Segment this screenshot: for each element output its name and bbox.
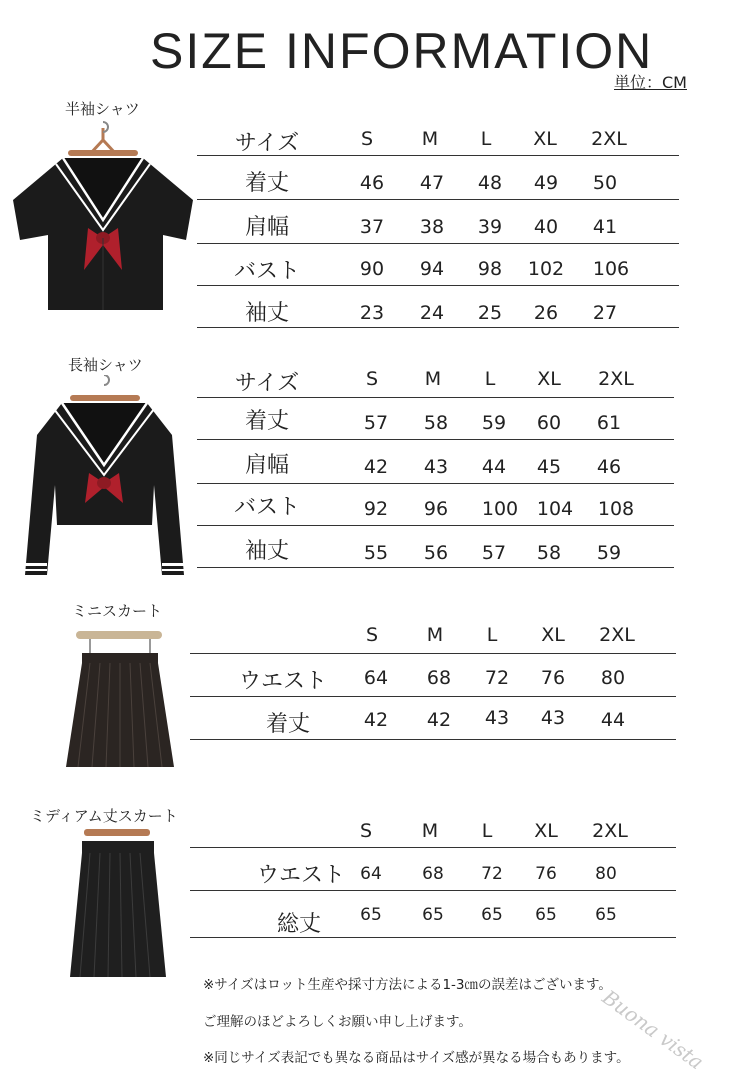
size-header-label: サイズ <box>234 371 300 396</box>
mini-skirt-image <box>62 625 177 770</box>
table-header-row <box>190 806 676 848</box>
table-cell: 72 <box>481 864 503 884</box>
table-row <box>190 891 676 938</box>
table-cell: 57 <box>363 412 389 434</box>
row-label: ウエスト <box>238 669 328 694</box>
table-cell: 106 <box>592 258 630 280</box>
table-cell: 60 <box>536 412 562 434</box>
unit-label: 単位：CM <box>614 73 687 92</box>
table-cell: 25 <box>477 302 503 324</box>
table-cell: 27 <box>592 302 618 324</box>
table-cell: 59 <box>596 542 622 564</box>
table-cell: 76 <box>535 864 557 884</box>
note-size-difference: ※同じサイズ表記でも異なる商品はサイズ感が異なる場合もあります。 <box>203 1050 630 1066</box>
table-header-row <box>190 612 676 654</box>
table-row <box>197 200 679 244</box>
table-row <box>197 244 679 286</box>
long-sleeve-shirt-image <box>22 375 187 585</box>
page-title: SIZE INFORMATION <box>150 23 654 79</box>
table-cell: 65 <box>595 905 617 925</box>
table-cell: 39 <box>477 216 503 238</box>
size-col-s: S <box>365 624 379 646</box>
row-label: 肩幅 <box>244 453 290 478</box>
size-col-2xl: 2XL <box>592 820 628 842</box>
row-label: 袖丈 <box>244 301 290 326</box>
size-col-s: S <box>359 820 373 842</box>
table-cell: 58 <box>423 412 449 434</box>
section-label-short-sleeve: 半袖シャツ <box>65 100 140 118</box>
table-cell: 58 <box>536 542 562 564</box>
size-header-label: サイズ <box>234 131 300 156</box>
size-col-m: M <box>424 368 442 390</box>
table-row <box>197 156 679 200</box>
note-measurement-error: ※サイズはロット生産や採寸方法による1-3㎝の誤差はございます。 <box>203 977 612 993</box>
size-col-xl: XL <box>533 128 557 150</box>
table-cell: 68 <box>426 667 452 689</box>
size-col-2xl: 2XL <box>598 368 634 390</box>
table-header-row <box>197 118 679 156</box>
table-cell: 56 <box>423 542 449 564</box>
medium-skirt-image <box>62 825 172 980</box>
size-col-m: M <box>426 624 444 646</box>
table-cell: 55 <box>363 542 389 564</box>
table-cell: 94 <box>419 258 445 280</box>
table-cell: 72 <box>484 667 510 689</box>
table-cell: 68 <box>422 864 444 884</box>
table-cell: 98 <box>477 258 503 280</box>
table-cell: 65 <box>422 905 444 925</box>
section-label-long-sleeve: 長袖シャツ <box>68 356 143 374</box>
table-row <box>197 526 674 568</box>
row-label: バスト <box>233 495 301 520</box>
section-label-mini-skirt: ミニスカート <box>72 602 163 620</box>
table-cell: 48 <box>477 172 503 194</box>
table-cell: 42 <box>426 709 452 731</box>
table-cell: 44 <box>481 456 507 478</box>
table-cell: 102 <box>527 258 565 280</box>
short-sleeve-size-table <box>197 118 679 330</box>
table-cell: 108 <box>597 498 635 520</box>
table-cell: 61 <box>596 412 622 434</box>
table-cell: 92 <box>363 498 389 520</box>
table-cell: 65 <box>535 905 557 925</box>
table-cell: 43 <box>484 707 510 729</box>
size-col-l: L <box>486 624 498 646</box>
table-row <box>190 848 676 891</box>
table-cell: 37 <box>359 216 385 238</box>
table-cell: 42 <box>363 709 389 731</box>
table-cell: 59 <box>481 412 507 434</box>
long-sleeve-size-table <box>197 356 674 570</box>
size-col-2xl: 2XL <box>591 128 627 150</box>
row-label: 肩幅 <box>244 215 290 240</box>
table-cell: 100 <box>481 498 519 520</box>
size-col-l: L <box>481 820 493 842</box>
table-cell: 64 <box>363 667 389 689</box>
row-label: 着丈 <box>265 712 311 737</box>
table-cell: 23 <box>359 302 385 324</box>
row-label: 着丈 <box>244 409 290 434</box>
table-cell: 46 <box>596 456 622 478</box>
table-cell: 104 <box>536 498 574 520</box>
table-row <box>197 286 679 328</box>
table-cell: 80 <box>600 667 626 689</box>
row-label: バスト <box>233 259 301 284</box>
table-cell: 24 <box>419 302 445 324</box>
table-cell: 45 <box>536 456 562 478</box>
table-cell: 26 <box>533 302 559 324</box>
table-cell: 65 <box>360 905 382 925</box>
table-cell: 64 <box>360 864 382 884</box>
table-cell: 96 <box>423 498 449 520</box>
table-cell: 42 <box>363 456 389 478</box>
size-col-l: L <box>480 128 492 150</box>
size-col-2xl: 2XL <box>599 624 635 646</box>
table-cell: 38 <box>419 216 445 238</box>
mini-skirt-size-table <box>190 612 676 742</box>
table-cell: 41 <box>592 216 618 238</box>
size-col-l: L <box>484 368 496 390</box>
row-label: 着丈 <box>244 171 290 196</box>
table-row <box>190 654 676 697</box>
row-label: ウエスト <box>256 863 346 888</box>
medium-skirt-size-table <box>190 806 676 940</box>
table-header-row <box>197 356 674 398</box>
size-col-m: M <box>421 820 439 842</box>
row-label: 袖丈 <box>244 539 290 564</box>
row-label: 総丈 <box>276 912 322 937</box>
table-row <box>197 440 674 484</box>
section-label-medium-skirt: ミディアム丈スカート <box>30 807 178 825</box>
table-cell: 40 <box>533 216 559 238</box>
table-cell: 76 <box>540 667 566 689</box>
table-row <box>190 697 676 740</box>
short-sleeve-shirt-image <box>8 120 198 315</box>
note-thanks: ご理解のほどよろしくお願い申し上げます。 <box>203 1014 472 1030</box>
size-col-xl: XL <box>537 368 561 390</box>
table-row <box>197 484 674 526</box>
watermark: Buona vista <box>597 985 709 1075</box>
table-cell: 47 <box>419 172 445 194</box>
table-row <box>197 398 674 440</box>
size-col-xl: XL <box>534 820 558 842</box>
table-cell: 90 <box>359 258 385 280</box>
table-cell: 50 <box>592 172 618 194</box>
size-col-m: M <box>421 128 439 150</box>
size-col-xl: XL <box>541 624 565 646</box>
size-col-s: S <box>365 368 379 390</box>
table-cell: 46 <box>359 172 385 194</box>
table-cell: 49 <box>533 172 559 194</box>
table-cell: 43 <box>423 456 449 478</box>
table-cell: 44 <box>600 709 626 731</box>
table-cell: 65 <box>481 905 503 925</box>
table-cell: 43 <box>540 707 566 729</box>
size-col-s: S <box>360 128 374 150</box>
table-cell: 57 <box>481 542 507 564</box>
table-cell: 80 <box>595 864 617 884</box>
